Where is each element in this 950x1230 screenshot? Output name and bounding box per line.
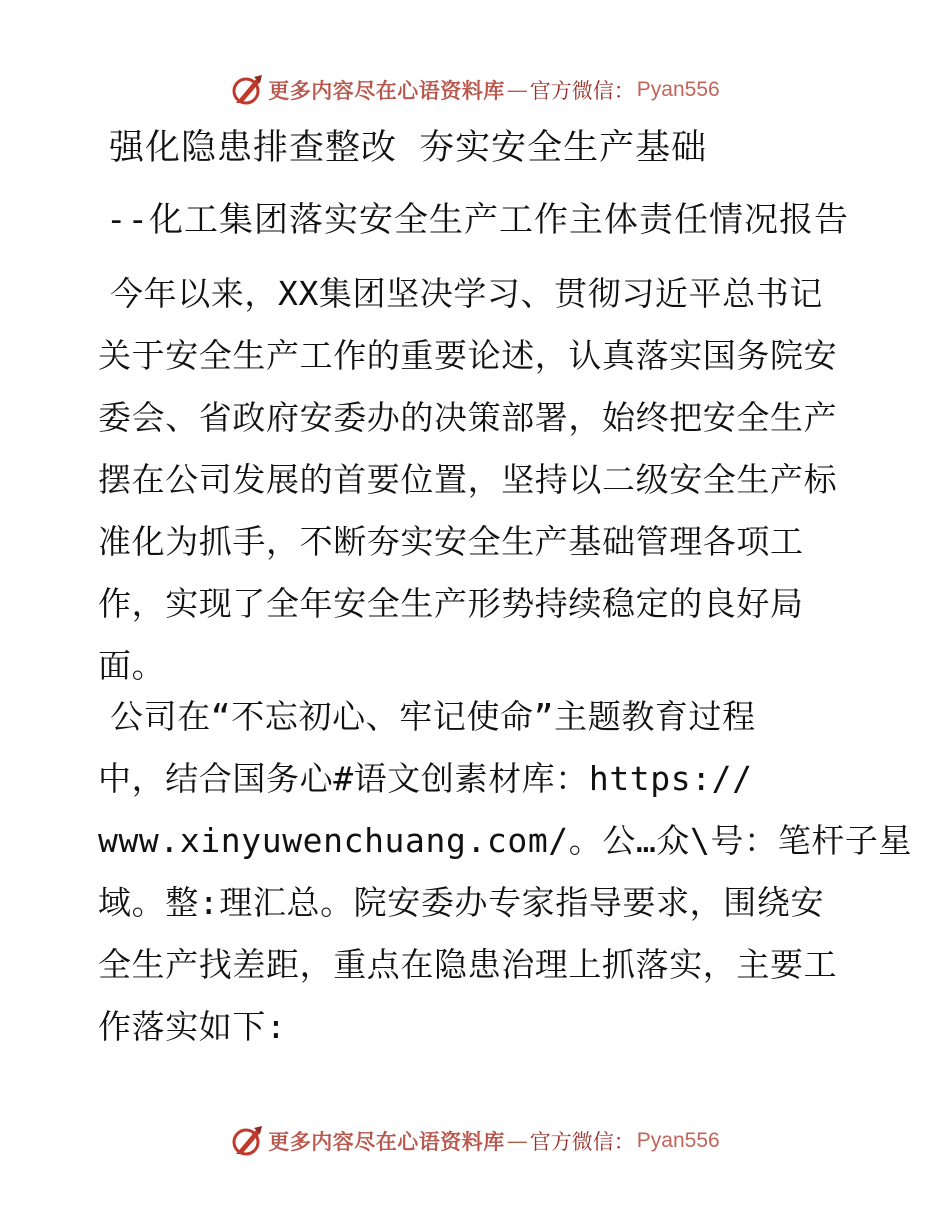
watermark-separator: —	[506, 1129, 528, 1153]
text-line: 中，结合国务心#语文创素材库：https://	[98, 759, 753, 798]
text-line: 作落实如下:	[98, 1007, 287, 1046]
text-line: 委会、省政府安委办的决策部署，始终把安全生产	[98, 398, 838, 437]
document-subtitle: --化工集团落实安全生产工作主体责任情况报告	[106, 200, 849, 240]
header-watermark	[0, 68, 950, 112]
document-title: 强化隐患排查整改 夯实安全生产基础	[109, 128, 708, 168]
footer-watermark	[0, 1119, 950, 1163]
watermark-text: 更多内容尽在心语资料库	[268, 78, 505, 103]
paragraph-work	[98, 686, 913, 1058]
text-line: 关于安全生产工作的重要论述，认真落实国务院安	[98, 336, 838, 375]
text-line: 域。整:理汇总。院安委办专家指导要求，围绕安	[98, 883, 825, 922]
text-line: 准化为抓手，不断夯实安全生产基础管理各项工	[98, 522, 804, 561]
watermark-wechat-id: Pyan556	[636, 1129, 720, 1152]
quill-pen-logo-icon	[230, 73, 264, 107]
text-line: 公司在“不忘初心、牢记使命”主题教育过程	[110, 697, 756, 736]
text-line: 今年以来，XX集团坚决学习、贯彻习近平总书记	[110, 274, 823, 313]
text-line: 面。	[98, 646, 166, 685]
text-line: www.xinyuwenchuang.com/。公…众\号：笔杆子星	[98, 821, 913, 860]
watermark-text: 更多内容尽在心语资料库	[268, 1129, 505, 1154]
watermark-label: 官方微信：	[529, 1130, 635, 1154]
quill-pen-logo-icon	[230, 1124, 264, 1158]
text-line: 作，实现了全年安全生产形势持续稳定的良好局	[98, 584, 804, 623]
paragraph-intro	[98, 263, 858, 697]
watermark-label: 官方微信：	[529, 79, 635, 103]
text-line: 全生产找差距，重点在隐患治理上抓落实，主要工	[98, 945, 838, 984]
watermark-wechat-id: Pyan556	[636, 78, 720, 101]
text-line: 摆在公司发展的首要位置，坚持以二级安全生产标	[98, 460, 838, 499]
watermark-separator: —	[506, 78, 528, 102]
